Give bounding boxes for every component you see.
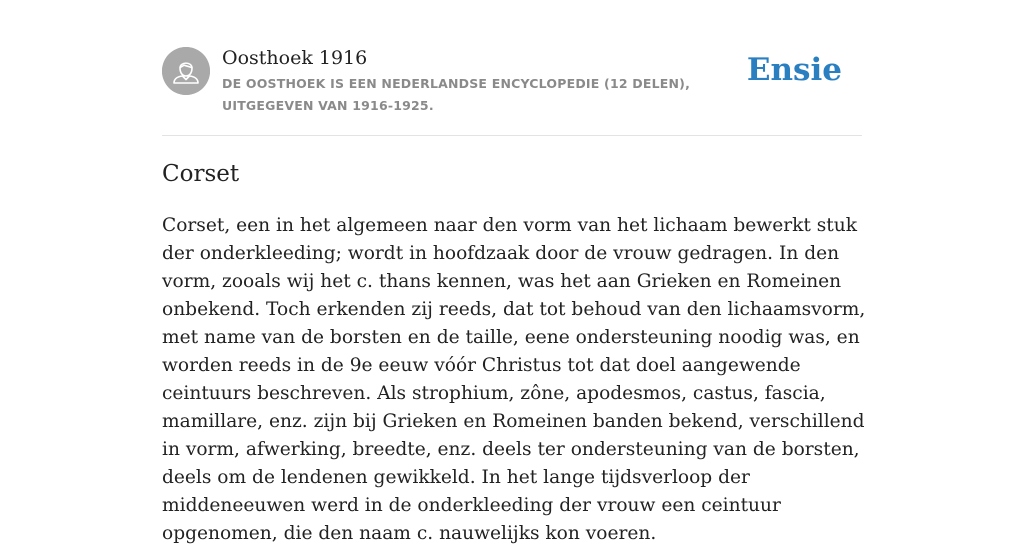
article-body: Corset, een in het algemeen naar den vorm van het lichaam bewerkt stuk der onderkleeding; wordt in hoofdzaak door de vrouw gedragen. In den vorm, zooals wij het c. thans kennen, was het aan Grieken en Romeinen onbekend. Toch erkenden zij reeds, dat tot behoud van den lichaamsvorm, met name van de borsten en de taille, eene ondersteuning noodig was, en worden reeds in de 9e eeuw vóór Christus tot dat doel aangewende ceintuurs beschreven. Als strophium, zône, apodesmos, castus, fascia, mamillare, enz. zijn bij Grieken en Romeinen banden bekend, verschillend in vorm, afwerking, breedte, enz. deels ter ondersteuning van de borsten, deels om de lendenen gewikkeld. In het lange tijdsverloop der middeneeuwen werd in de onderkleeding der vrouw een ceintuur opgenomen, die den naam c. nauwelijks kon voeren. (162, 215, 866, 544)
source-description: DE OOSTHOEK IS EEN NEDERLANDSE ENCYCLOPEDIE (12 DELEN), UITGEGEVEN VAN 1916-1925. (222, 76, 691, 113)
ensie-logo-link[interactable]: Ensie (746, 52, 842, 88)
header-divider (162, 135, 862, 136)
source-header (162, 45, 862, 115)
source-title[interactable]: Oosthoek 1916 (222, 47, 368, 69)
article-title: Corset (162, 161, 240, 187)
user-avatar-icon[interactable] (162, 47, 210, 95)
